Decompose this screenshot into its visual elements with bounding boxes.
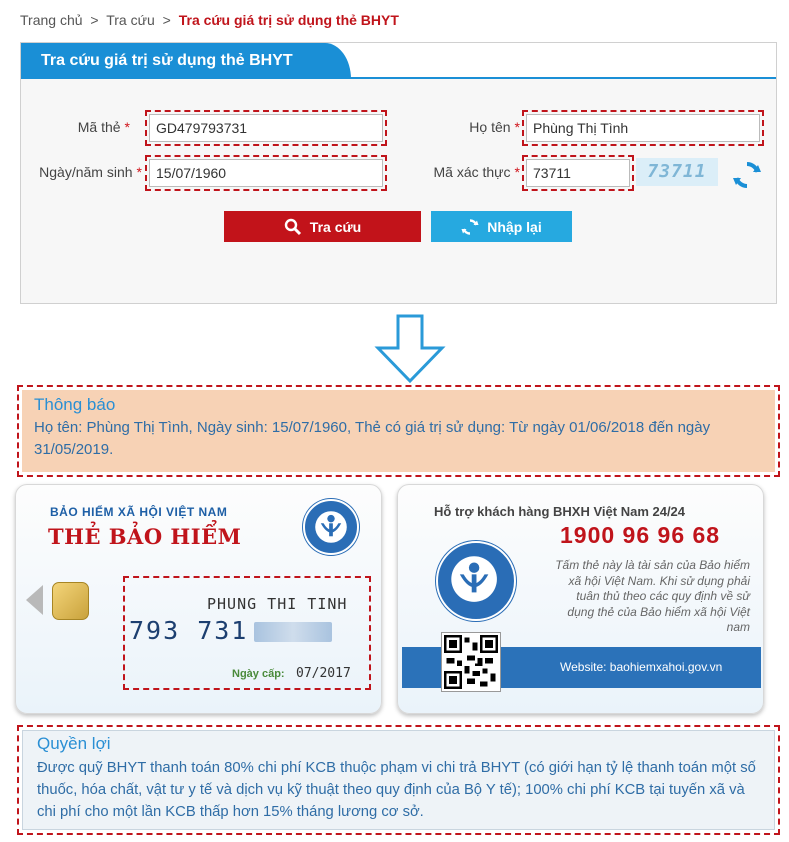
- card-code-label: [40, 119, 130, 135]
- captcha-label-text: Mã xác thực: [433, 164, 511, 180]
- refresh-icon[interactable]: [732, 160, 762, 190]
- rights-title: Quyền lợi: [37, 734, 111, 753]
- card-number-masked: [254, 622, 332, 642]
- notice-panel: [22, 390, 775, 472]
- website-text: Website: baohiemxahoi.gov.vn: [560, 660, 723, 674]
- card-number: [129, 616, 332, 645]
- breadcrumb-separator: >: [90, 12, 99, 28]
- insurance-card-back: [397, 484, 764, 714]
- dob-label: [20, 164, 142, 180]
- breadcrumb-current: Tra cứu giá trị sử dụng thẻ BHYT: [178, 12, 399, 28]
- required-mark: *: [124, 119, 130, 135]
- chip-icon: [52, 582, 89, 620]
- panel-header: [21, 43, 776, 79]
- hotline-number: 1900 96 96 68: [560, 522, 721, 548]
- chip-arrow-icon: [26, 585, 43, 615]
- required-mark: *: [514, 164, 520, 180]
- card-number-text: 793 731: [129, 616, 249, 645]
- dob-label-text: Ngày/năm sinh: [39, 164, 133, 180]
- notice-title: Thông báo: [34, 395, 116, 414]
- card-code-label-text: Mã thẻ: [77, 119, 121, 135]
- rights-panel: [22, 730, 775, 830]
- insurance-card-front: [15, 484, 382, 714]
- reset-button-label: Nhập lại: [487, 218, 542, 235]
- captcha-input[interactable]: [526, 159, 630, 187]
- reset-button[interactable]: [431, 211, 572, 242]
- search-icon: [284, 218, 302, 236]
- breadcrumb-separator: >: [162, 12, 171, 28]
- breadcrumb-home[interactable]: Trang chủ: [20, 12, 83, 28]
- captcha-dash: [522, 155, 634, 191]
- required-mark: *: [136, 164, 142, 180]
- refresh-icon: [461, 218, 479, 236]
- breadcrumb: [20, 12, 399, 28]
- card-title: THẺ BẢO HIỂM: [48, 524, 242, 549]
- rights-box: [17, 725, 780, 835]
- full-name-label-text: Họ tên: [469, 119, 511, 135]
- bhxh-logo-icon: [436, 541, 516, 621]
- card-org-name: BẢO HIỂM XÃ HỘI VIỆT NAM: [50, 505, 228, 519]
- notice-box: [17, 385, 780, 477]
- card-code-input[interactable]: [149, 114, 383, 142]
- breadcrumb-lookup[interactable]: Tra cứu: [106, 12, 155, 28]
- full-name-input[interactable]: [526, 114, 760, 142]
- bhxh-logo-icon: [303, 499, 359, 555]
- full-name-dash: [522, 110, 764, 146]
- search-button-label: Tra cứu: [309, 218, 362, 235]
- dob-input[interactable]: [149, 159, 383, 187]
- captcha-label: [410, 164, 520, 180]
- card-code-dash: [145, 110, 387, 146]
- rights-text: Được quỹ BHYT thanh toán 80% chi phí KCB thuộc phạm vi chi trả BHYT (có giới hạn tỷ lệ thanh toán một số thuốc, hóa chất, vật tư y tế và dịch vụ kỹ thuật theo quy định của Bộ Y tế); 100% chi phí KCB tại tuyến xã và chi phí cho một lần KCB thấp hơn 15% tháng lương cơ sở.: [37, 760, 756, 820]
- panel-title: Tra cứu giá trị sử dụng thẻ BHYT: [21, 43, 351, 79]
- arrow-down-icon: [374, 314, 446, 384]
- search-button[interactable]: [224, 211, 421, 242]
- card-back-text: Tấm thẻ này là tài sản của Bảo hiểm xã hội Việt Nam. Khi sử dụng phải tuân thủ theo các quy định về sử dụng thẻ của Bảo hiểm xã hội Việt nam: [555, 558, 750, 634]
- full-name-label: [440, 119, 520, 135]
- notice-text: Họ tên: Phùng Thị Tình, Ngày sinh: 15/07/1960, Thẻ có giá trị sử dụng: Từ ngày 01/06/2018 đến ngày 31/05/2019.: [34, 419, 711, 458]
- captcha-image: 73711: [636, 158, 718, 186]
- dob-dash: [145, 155, 387, 191]
- qr-code-icon: [442, 633, 500, 691]
- card-holder-name: PHUNG THI TINH: [207, 595, 348, 613]
- required-mark: *: [514, 119, 520, 135]
- support-title: Hỗ trợ khách hàng BHXH Việt Nam 24/24: [434, 504, 686, 519]
- issue-date-label: Ngày cấp:: [232, 668, 285, 680]
- issue-date: 07/2017: [296, 666, 351, 681]
